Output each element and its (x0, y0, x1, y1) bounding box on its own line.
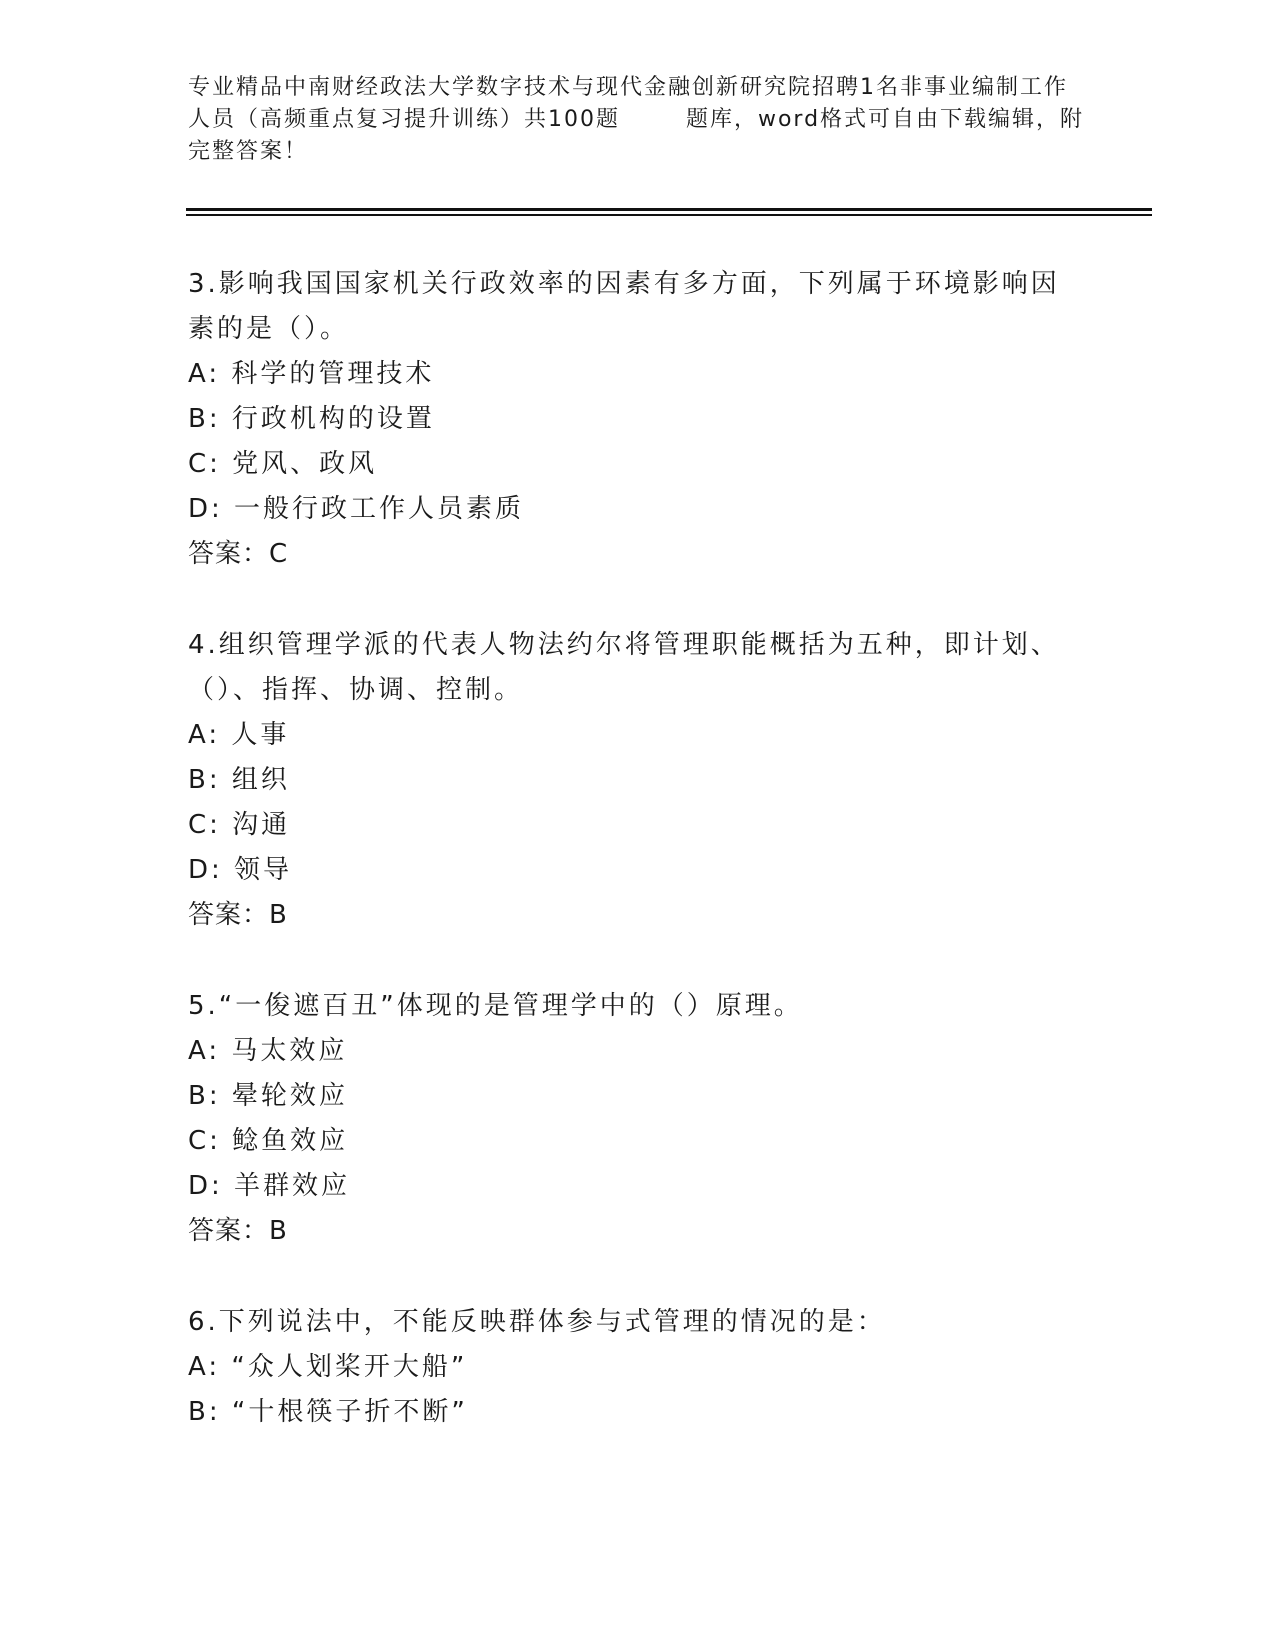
option-a: A: 人事 (188, 720, 290, 750)
option-d: D: 领导 (188, 855, 293, 885)
question-text: 3.影响我国国家机关行政效率的因素有多方面，下列属于环境影响因素的是（）。 (188, 269, 1060, 344)
header-rule-thick (186, 208, 1152, 211)
option-c: C: 党风、政风 (188, 449, 378, 479)
header-rule-thin (186, 214, 1152, 216)
question-text: 5.“一俊遮百丑”体现的是管理学中的（）原理。 (188, 991, 803, 1021)
question-text: 4.组织管理学派的代表人物法约尔将管理职能概括为五种，即计划、（）、指挥、协调、控制。 (188, 630, 1060, 705)
option-c: C: 沟通 (188, 810, 291, 840)
option-a: A: 科学的管理技术 (188, 359, 435, 389)
option-b: B: 组织 (188, 765, 290, 795)
option-c: C: 鲶鱼效应 (188, 1126, 349, 1156)
option-b: B: 晕轮效应 (188, 1081, 348, 1111)
option-d: D: 羊群效应 (188, 1171, 351, 1201)
document-header: 专业精品中南财经政法大学数字技术与现代金融创新研究院招聘1名非事业编制工作人员（高频重点复习提升训练）共100题 题库，word格式可自由下载编辑，附完整答案！ (188, 75, 1085, 164)
answer-line: 答案：C (188, 539, 289, 569)
question-item (188, 1300, 1088, 1435)
question-item (188, 262, 1088, 577)
answer-line: 答案：B (188, 1216, 288, 1246)
option-b: B: 行政机构的设置 (188, 404, 435, 434)
question-text: 6.下列说法中，不能反映群体参与式管理的情况的是： (188, 1307, 886, 1337)
answer-line: 答案：B (188, 900, 288, 930)
option-a: A: 马太效应 (188, 1036, 348, 1066)
option-d: D: 一般行政工作人员素质 (188, 494, 525, 524)
question-item (188, 623, 1088, 938)
option-b: B: “十根筷子折不断” (188, 1397, 468, 1427)
option-a: A: “众人划桨开大船” (188, 1352, 468, 1382)
question-item (188, 984, 1088, 1254)
question-list (188, 262, 1088, 1481)
